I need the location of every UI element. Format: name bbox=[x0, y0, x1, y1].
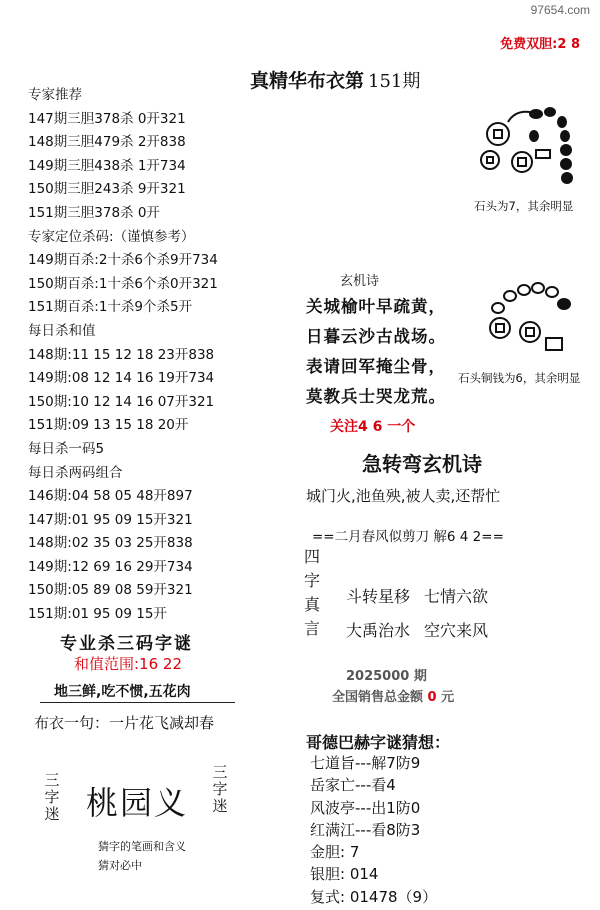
left-row: 专家推荐 bbox=[28, 87, 82, 103]
sales-prefix: 全国销售总金额 bbox=[332, 690, 424, 705]
left-row: 每日杀两码组合 bbox=[28, 464, 123, 481]
riddle-word: 桃园义 bbox=[86, 784, 189, 822]
riddle-hint-2: 猜对必中 bbox=[98, 859, 142, 872]
left-row: 149期:08 12 14 16 19开734 bbox=[28, 370, 215, 387]
stones-illustration-2 bbox=[480, 282, 580, 362]
follow-line: 关注4 6 一个 bbox=[330, 419, 416, 435]
left-row: 151期:01 95 09 15开 bbox=[28, 606, 167, 623]
poem-line: 关城榆叶早疏黄， bbox=[306, 297, 446, 316]
title-main: 真精华布衣第 bbox=[250, 70, 365, 92]
left-row: 150期:05 89 08 59开321 bbox=[28, 582, 193, 599]
san-zi-mi-right: 三字迷 bbox=[212, 763, 228, 815]
free-double: 免费双胆:2 8 bbox=[500, 37, 580, 52]
stone-icon bbox=[557, 298, 571, 310]
san-zi-mi-left: 三字迷 bbox=[44, 771, 60, 823]
four-char-label: 四字真言 bbox=[304, 547, 321, 638]
goldbach-title: 哥德巴赫字谜猜想： bbox=[306, 733, 451, 752]
poem-line: 表请回军掩尘骨， bbox=[306, 357, 446, 376]
left-row: 146期:04 58 05 48开897 bbox=[28, 488, 193, 505]
stone-icon bbox=[546, 287, 558, 297]
brain-teaser-riddle: 城门火,池鱼殃,被人卖,还帮忙 bbox=[306, 487, 501, 505]
coin-hole-icon bbox=[487, 157, 493, 163]
di-san-xian: 地三鲜,吃不惯,五花肉 bbox=[54, 684, 191, 700]
string-icon bbox=[508, 112, 530, 122]
sales-suffix: 元 bbox=[441, 690, 455, 705]
stone-caption-2: 石头铜钱为6，其余明显 bbox=[458, 371, 581, 385]
left-row: 每日杀一码5 bbox=[28, 440, 105, 457]
phrase: 大禹治水 bbox=[346, 621, 411, 640]
poem bbox=[306, 292, 446, 412]
sum-range: 和值范围:16 22 bbox=[74, 655, 182, 673]
phrase: 斗转星移 bbox=[346, 587, 411, 606]
stone-icon bbox=[532, 283, 544, 293]
sales-line bbox=[332, 686, 454, 705]
stone-icon bbox=[557, 116, 567, 128]
goldbach-line: 七道旨---解7防9 bbox=[310, 754, 421, 772]
coin-hole-icon bbox=[494, 130, 502, 138]
phrase-row-2 bbox=[346, 618, 488, 641]
buyi-line: 布衣一句：一片花飞减却春 bbox=[34, 714, 215, 732]
divider bbox=[40, 702, 235, 703]
left-row: 148期:11 15 12 18 23开838 bbox=[28, 346, 215, 363]
issue-line: 2025000 期 bbox=[346, 669, 427, 684]
stone-icon bbox=[560, 158, 572, 170]
left-row: 148期:02 35 03 25开838 bbox=[28, 535, 193, 552]
poem-line: 日暮云沙古战场。 bbox=[306, 327, 446, 346]
stone-icon bbox=[492, 303, 504, 313]
left-row: 150期三胆243杀 9开321 bbox=[28, 181, 186, 198]
left-row: 149期三胆438杀 1开734 bbox=[28, 157, 186, 174]
left-row: 专家定位杀码:（谨慎参考） bbox=[28, 228, 195, 245]
left-row: 150期:10 12 14 16 07开321 bbox=[28, 393, 215, 410]
watermark-bar bbox=[0, 0, 600, 22]
coin-hole-icon bbox=[518, 158, 526, 166]
left-row: 151期:09 13 15 18 20开 bbox=[28, 417, 189, 434]
coin-icon bbox=[481, 151, 499, 169]
site-watermark: 97654.com bbox=[530, 3, 590, 17]
stones-illustration-1 bbox=[470, 102, 590, 194]
coin-icon bbox=[487, 123, 509, 145]
coin-hole-icon bbox=[526, 328, 534, 336]
phrase: 七情六欲 bbox=[424, 587, 489, 606]
goldbach-line: 银胆: 014 bbox=[310, 865, 379, 884]
left-row: 149期百杀:2十杀6个杀9开734 bbox=[28, 252, 218, 269]
left-column bbox=[28, 84, 288, 627]
coin-icon bbox=[520, 322, 540, 342]
goldbach-line: 复式: 01478（9） bbox=[310, 887, 438, 906]
left-row: 151期三胆378杀 0开 bbox=[28, 204, 160, 221]
left-row: 147期三胆378杀 0开321 bbox=[28, 110, 186, 127]
left-row: 每日杀和值 bbox=[28, 322, 96, 339]
title-issue: 151期 bbox=[368, 71, 421, 92]
coin-hole-icon bbox=[496, 324, 504, 332]
xuanji-title: 玄机诗 bbox=[340, 274, 380, 289]
stone-icon bbox=[561, 172, 573, 184]
stone-icon bbox=[518, 285, 530, 295]
ingot-icon bbox=[546, 338, 562, 350]
left-row: 150期百杀:1十杀6个杀0开321 bbox=[28, 275, 218, 292]
goldbach-line: 风波亭---出1防0 bbox=[310, 798, 421, 817]
stone-icon bbox=[560, 144, 572, 156]
poem-line: 莫教兵士哭龙荒。 bbox=[306, 387, 446, 406]
left-row: 147期:01 95 09 15开321 bbox=[28, 511, 193, 528]
eryue-line: ==二月春风似剪刀 解6 4 2== bbox=[312, 529, 504, 545]
coin-icon bbox=[512, 152, 532, 172]
riddle-hint: 猜字的笔画和含义 bbox=[98, 840, 186, 853]
stone-icon bbox=[544, 107, 556, 117]
goldbach-list bbox=[310, 752, 437, 908]
coin-icon bbox=[490, 318, 510, 338]
left-row: 151期百杀:1十杀9个杀5开 bbox=[28, 299, 193, 316]
ingot-icon bbox=[536, 150, 550, 158]
left-row: 149期:12 69 16 29开734 bbox=[28, 558, 193, 575]
stone-icon bbox=[529, 130, 539, 142]
goldbach-line: 红满江---看8防3 bbox=[310, 820, 421, 839]
phrase-row-1 bbox=[346, 584, 488, 607]
phrase: 空穴来风 bbox=[424, 621, 489, 640]
goldbach-line: 岳家亡---看4 bbox=[310, 776, 396, 795]
goldbach-line: 金胆: 7 bbox=[310, 843, 360, 862]
sales-value: 0 bbox=[427, 690, 437, 705]
stone-caption-1: 石头为7，其余明显 bbox=[474, 199, 574, 213]
stone-icon bbox=[560, 130, 570, 142]
pro-three-code-riddle-title: 专业杀三码字谜 bbox=[60, 634, 193, 654]
stone-icon bbox=[529, 109, 543, 119]
left-row: 148期三胆479杀 2开838 bbox=[28, 134, 186, 151]
stone-icon bbox=[504, 291, 516, 301]
brain-teaser-title: 急转弯玄机诗 bbox=[362, 452, 482, 476]
